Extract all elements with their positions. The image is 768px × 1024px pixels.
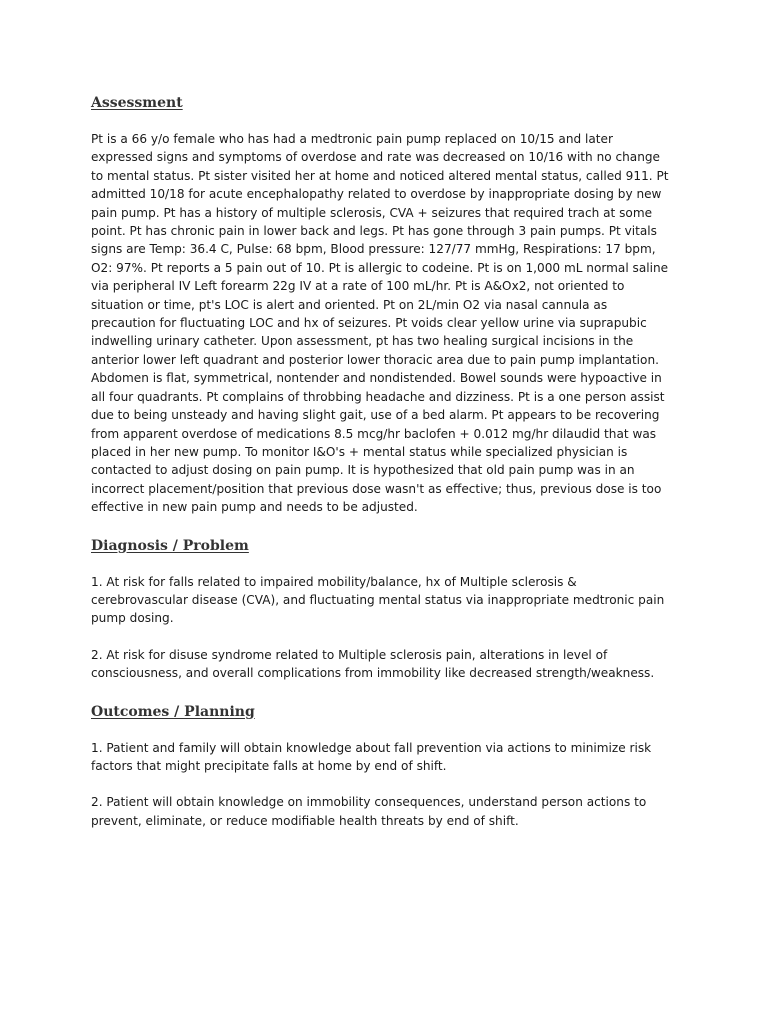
outcomes-heading: Outcomes / Planning	[91, 703, 255, 720]
outcomes-item-2: 2. Patient will obtain knowledge on immobility consequences, understand person actions to prevent, eliminate, or reduce modifiable health threats by end of shift.	[91, 795, 647, 828]
document-page	[91, 92, 673, 830]
outcomes-item-1: 1. Patient and family will obtain knowledge about fall prevention via actions to minimize risk factors that might precipitate falls at home by end of shift.	[91, 740, 652, 773]
assessment-heading: Assessment	[91, 95, 183, 111]
diagnosis-item-1: 1. At risk for falls related to impaired mobility/balance, hx of Multiple sclerosis & cerebrovascular disease (CVA), and fluctuating mental status via inappropriate medtronic pain pump dosing.	[91, 574, 665, 626]
assessment-body: Pt is a 66 y/o female who has had a medtronic pain pump replaced on 10/15 and later expressed signs and symptoms of overdose and rate was decreased on 10/16 with no change to mental status. Pt sister visited her at home and noticed altered mental status, called 911. Pt admitted 10/18 for acute encephalopathy related to overdose by inappropriate dosing by new pain pump. Pt has a history of multiple sclerosis, CVA + seizures that required trach at some point. Pt has chronic pain in lower back and legs. Pt has gone through 3 pain pumps. Pt vitals signs are Temp: 36.4 C, Pulse: 68 bpm, Blood pressure: 127/77 mmHg, Respirations: 17 bpm, O2: 97%. Pt reports a 5 pain out of 10. Pt is allergic to codeine. Pt is on 1,000 mL normal saline via peripheral IV Left forearm 22g IV at a rate of 100 mL/hr. Pt is A&Ox2, not oriented to situation or time, pt's LOC is alert and oriented. Pt on 2L/min O2 via nasal cannula as precaution for fluctuating LOC and hx of seizures. Pt voids clear yellow urine via suprapubic indwelling urinary catheter. Upon assessment, pt has two healing surgical incisions in the anterior lower left quadrant and posterior lower thoracic area due to pain pump implantation. Abdomen is flat, symmetrical, nontender and nondistended. Bowel sounds were hypoactive in all four quadrants. Pt complains of throbbing headache and dizziness. Pt is a one person assist due to being unsteady and having slight gait, use of a bed alarm. Pt appears to be recovering from apparent overdose of medications 8.5 mcg/hr baclofen + 0.012 mg/hr dilaudid that was placed in her new pump. To monitor I&O's + mental status while specialized physician is contacted to adjust dosing on pain pump. It is hypothesized that old pain pump was in an incorrect placement/position that previous dose wasn't as effective; thus, previous dose is too effective in new pain pump and needs to be adjusted.	[91, 132, 669, 515]
diagnosis-heading: Diagnosis / Problem	[91, 537, 249, 554]
diagnosis-item-2: 2. At risk for disuse syndrome related to Multiple sclerosis pain, alterations in level of consciousness, and overall complications from immobility like decreased strength/weakness.	[91, 647, 655, 681]
